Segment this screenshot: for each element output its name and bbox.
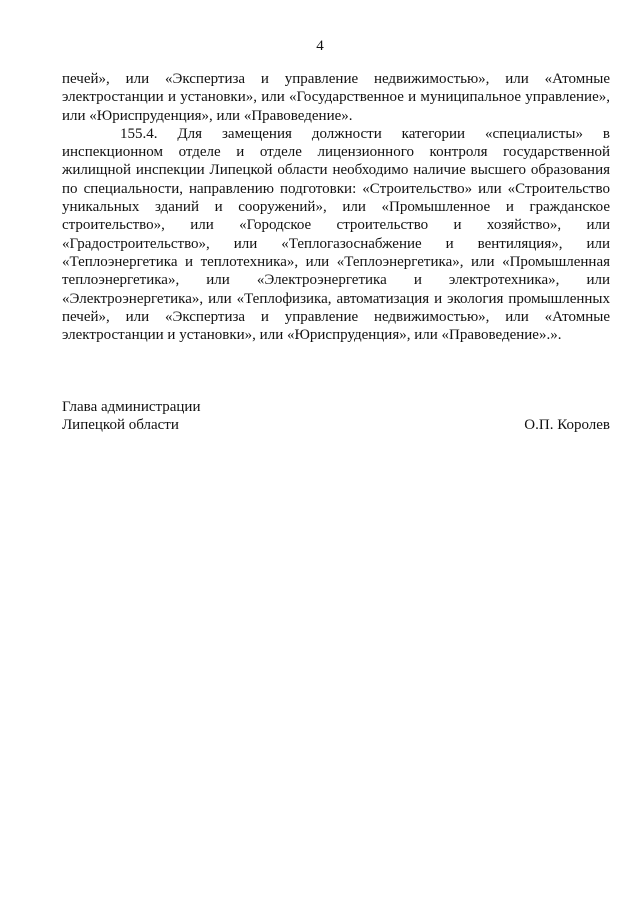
signatory-title-line1: Глава администрации (62, 399, 201, 415)
signature-row (62, 416, 610, 434)
signatory-name: О.П. Королев (524, 417, 610, 433)
paragraph-155-4: 155.4. Для замещения должности категории «специалисты» в инспекционном отделе и отделе лицензионного контроля государственной жилищной инспекции Липецкой области необходимо наличие высшего образования по специальности, направлению подготовки: «Строительство» или «Строительство уникальных зданий и сооружений», или «Промышленное и гражданское строительство», или «Городское строительство и хозяйство», или «Градостроительство», или «Теплогазоснабжение и вентиляция», или «Теплоэнергетика и теплотехника», или «Теплоэнергетика», или «Промышленная теплоэнергетика», или «Электроэнергетика и электротехника», или «Электроэнергетика», или «Теплофизика, автоматизация и экология промышленных печей», или «Экспертиза и управление недвижимостью», или «Атомные электростанции и установки», или «Юриспруденция», или «Правоведение».». (62, 125, 610, 344)
signatory-title-line2: Липецкой области (62, 417, 179, 433)
signature-block (62, 398, 610, 434)
paragraph-continuation: печей», или «Экспертиза и управление недвижимостью», или «Атомные электростанции и установки», или «Государственное и муниципальное управление», или «Юриспруденция», или «Правоведение». (62, 71, 610, 124)
document-body (62, 70, 610, 344)
page-number: 4 (316, 38, 324, 54)
